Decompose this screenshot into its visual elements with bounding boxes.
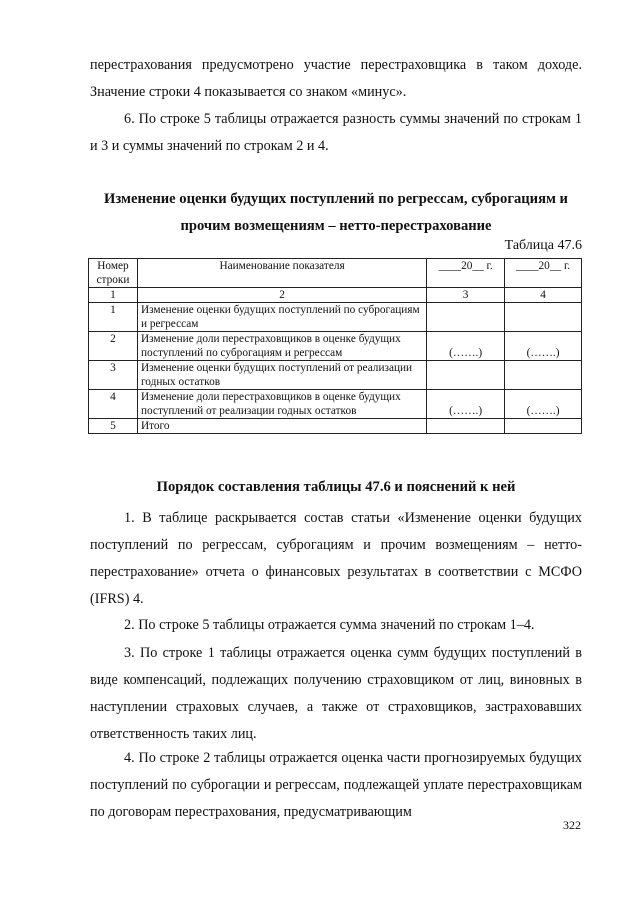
- row-indicator: Изменение доли перестраховщиков в оценке будущих поступлений по суброгациям и регрессам: [137, 332, 426, 361]
- table-row: [89, 361, 582, 390]
- header-row-number: Номер строки: [89, 259, 138, 288]
- intro-paragraph-1: перестрахования предусмотрено участие перестраховщика в таком доходе. Значение строки 4 показывается со знаком «минус».: [90, 57, 582, 100]
- procedure-item-4: 4. По строке 2 таблицы отражается оценка части прогнозируемых будущих поступлений по суброгации и регрессам, подлежащей уплате перестраховщикам по договорам перестрахования, предусматривающим: [90, 750, 582, 820]
- column-number: 4: [505, 288, 582, 303]
- row-value-2: [505, 419, 582, 434]
- procedure-title: Порядок составления таблицы 47.6 и пояснений к ней: [156, 479, 516, 495]
- header-indicator-name: Наименование показателя: [137, 259, 426, 288]
- row-number: 1: [89, 303, 138, 332]
- table-header-row: [89, 259, 582, 288]
- column-number-row: [89, 288, 582, 303]
- table-row: [89, 332, 582, 361]
- page-number: 322: [563, 818, 581, 832]
- table-row: [89, 390, 582, 419]
- row-value-2: (…….): [505, 332, 582, 361]
- column-number: 3: [427, 288, 505, 303]
- row-indicator: Изменение оценки будущих поступлений от реализации годных остатков: [137, 361, 426, 390]
- row-number: 3: [89, 361, 138, 390]
- row-indicator: Изменение доли перестраховщиков в оценке будущих поступлений от реализации годных остатков: [137, 390, 426, 419]
- procedure-item-1: 1. В таблице раскрывается состав статьи «Изменение оценки будущих поступлений по регрессам, суброгациям и прочим возмещениям – нетто-перестрахование» отчета о финансовых результатах в соответствии с МСФО (IFRS) 4.: [90, 510, 582, 607]
- row-value-1: [427, 419, 505, 434]
- row-value-1: (…….): [427, 390, 505, 419]
- table-label: Таблица 47.6: [504, 238, 582, 253]
- row-indicator: Изменение оценки будущих поступлений по суброгациям и регрессам: [137, 303, 426, 332]
- row-value-2: [505, 303, 582, 332]
- row-value-1: [427, 303, 505, 332]
- intro-paragraph-2: 6. По строке 5 таблицы отражается разность суммы значений по строкам 1 и 3 и суммы значений по строкам 2 и 4.: [90, 111, 582, 154]
- row-number: 4: [89, 390, 138, 419]
- table-row: [89, 303, 582, 332]
- procedure-item-3: 3. По строке 1 таблицы отражается оценка сумм будущих поступлений в виде компенсаций, подлежащих получению страховщиком от лиц, виновных в наступлении страховых случаев, а также от страховщиков, застраховавших ответственность таких лиц.: [90, 645, 582, 742]
- table-row: [89, 419, 582, 434]
- row-indicator: Итого: [137, 419, 426, 434]
- row-value-2: [505, 361, 582, 390]
- row-number: 5: [89, 419, 138, 434]
- row-value-1: [427, 361, 505, 390]
- header-year-2: ____20__ г.: [505, 259, 582, 288]
- header-year-1: ____20__ г.: [427, 259, 505, 288]
- row-value-1: (…….): [427, 332, 505, 361]
- procedure-item-2: 2. По строке 5 таблицы отражается сумма значений по строкам 1–4.: [124, 617, 535, 633]
- row-value-2: (…….): [505, 390, 582, 419]
- column-number: 2: [137, 288, 426, 303]
- column-number: 1: [89, 288, 138, 303]
- table-title: Изменение оценки будущих поступлений по регрессам, суброгациям и прочим возмещениям – нетто-перестрахование: [104, 191, 568, 234]
- row-number: 2: [89, 332, 138, 361]
- data-table: [88, 258, 582, 434]
